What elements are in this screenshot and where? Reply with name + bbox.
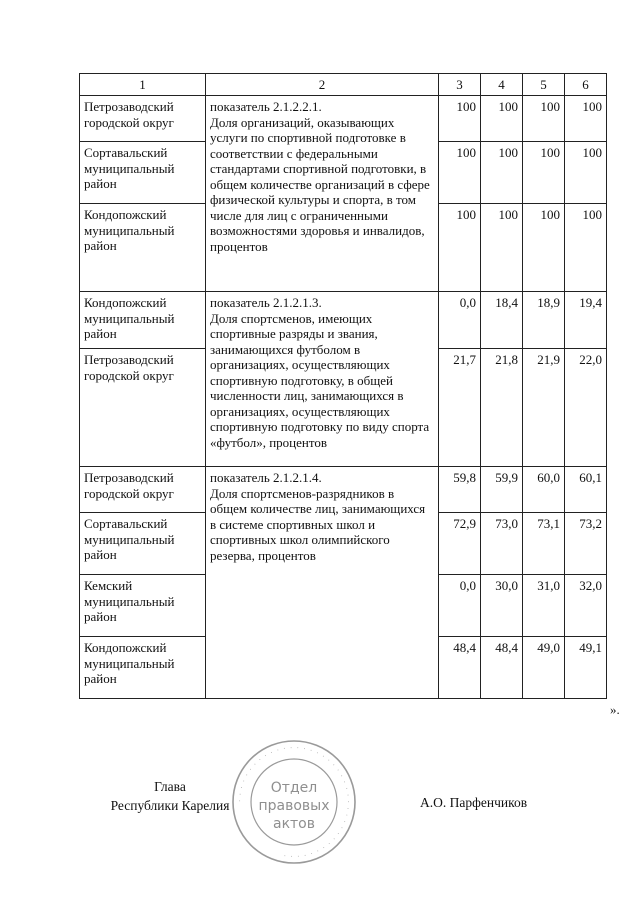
value-cell: 100: [439, 142, 481, 204]
region-cell: Петрозаводский городской округ: [80, 467, 206, 513]
header-row: [80, 74, 607, 96]
stamp-line2: правовых: [258, 798, 330, 814]
indicators-table: [79, 73, 607, 699]
svg-text:· · · · · · · · · · · · · · ·: · · · · · · · · · · · · · · · · · · · · · · · · · · · · · · · · · · · · · · · ·: [235, 743, 353, 861]
header-cell: 3: [439, 74, 481, 96]
indicator-cell: показатель 2.1.2.1.3. Доля спортсменов, имеющих спортивные разряды и звания, занимающихся футболом в организациях, осуществляющих спортивную подготовку, в общей численности лиц, занимающихся в организациях, осуществляющих спортивную подготовку по виду спорта «футбол», процентов: [206, 292, 439, 467]
region-cell: Кондопожский муниципальный район: [80, 204, 206, 292]
value-cell: 100: [439, 96, 481, 142]
value-cell: 30,0: [481, 575, 523, 637]
region-cell: Кондопожский муниципальный район: [80, 292, 206, 349]
value-cell: 100: [565, 204, 607, 292]
value-cell: 22,0: [565, 349, 607, 467]
value-cell: 73,0: [481, 513, 523, 575]
value-cell: 49,0: [523, 637, 565, 699]
closing-quote: ».: [610, 702, 620, 717]
header-cell: 6: [565, 74, 607, 96]
table-row: [80, 292, 607, 349]
value-cell: 49,1: [565, 637, 607, 699]
header-cell: 2: [206, 74, 439, 96]
value-cell: 73,2: [565, 513, 607, 575]
value-cell: 100: [523, 142, 565, 204]
value-cell: 60,0: [523, 467, 565, 513]
indicator-cell: показатель 2.1.2.1.4. Доля спортсменов-разрядников в общем количестве лиц, занимающихся в системе спортивных школ и спортивных школ олимпийского резерва, процентов: [206, 467, 439, 699]
region-cell: Кемский муниципальный район: [80, 575, 206, 637]
value-cell: 21,9: [523, 349, 565, 467]
header-cell: 4: [481, 74, 523, 96]
header-cell: 5: [523, 74, 565, 96]
region-cell: Петрозаводский городской округ: [80, 96, 206, 142]
value-cell: 100: [481, 96, 523, 142]
value-cell: 100: [439, 204, 481, 292]
value-cell: 100: [565, 142, 607, 204]
stamp-line1: Отдел: [270, 780, 318, 796]
region-cell: Кондопожский муниципальный район: [80, 637, 206, 699]
indicator-cell: показатель 2.1.2.2.1. Доля организаций, оказывающих услуги по спортивной подготовке в соответствии с федеральными стандартами спортивной подготовки, в общем количестве организаций в сфере физической культуры и спорта, в том числе для лиц с ограниченными возможностями здоровья и инвалидов, процентов: [206, 96, 439, 292]
signatory-title-line1: Глава: [154, 779, 186, 794]
table-row: [80, 467, 607, 513]
value-cell: 72,9: [439, 513, 481, 575]
signatory-title-line2: Республики Карелия: [110, 798, 230, 813]
value-cell: 48,4: [439, 637, 481, 699]
value-cell: 100: [481, 142, 523, 204]
value-cell: 18,9: [523, 292, 565, 349]
stamp-line3: актов: [272, 816, 316, 832]
table-body: [80, 74, 607, 699]
region-cell: Сортавальский муниципальный район: [80, 513, 206, 575]
region-cell: Петрозаводский городской округ: [80, 349, 206, 467]
value-cell: 48,4: [481, 637, 523, 699]
value-cell: 18,4: [481, 292, 523, 349]
value-cell: 100: [523, 204, 565, 292]
value-cell: 0,0: [439, 292, 481, 349]
legal-department-stamp: [229, 737, 359, 867]
value-cell: 59,8: [439, 467, 481, 513]
value-cell: 21,8: [481, 349, 523, 467]
value-cell: 21,7: [439, 349, 481, 467]
value-cell: 32,0: [565, 575, 607, 637]
value-cell: 100: [481, 204, 523, 292]
value-cell: 59,9: [481, 467, 523, 513]
value-cell: 31,0: [523, 575, 565, 637]
value-cell: 0,0: [439, 575, 481, 637]
value-cell: 73,1: [523, 513, 565, 575]
value-cell: 100: [565, 96, 607, 142]
table-row: [80, 96, 607, 142]
value-cell: 60,1: [565, 467, 607, 513]
region-cell: Сортавальский муниципальный район: [80, 142, 206, 204]
value-cell: 100: [523, 96, 565, 142]
value-cell: 19,4: [565, 292, 607, 349]
signatory-title: [95, 777, 245, 815]
header-cell: 1: [80, 74, 206, 96]
signatory-name: А.О. Парфенчиков: [420, 795, 528, 810]
